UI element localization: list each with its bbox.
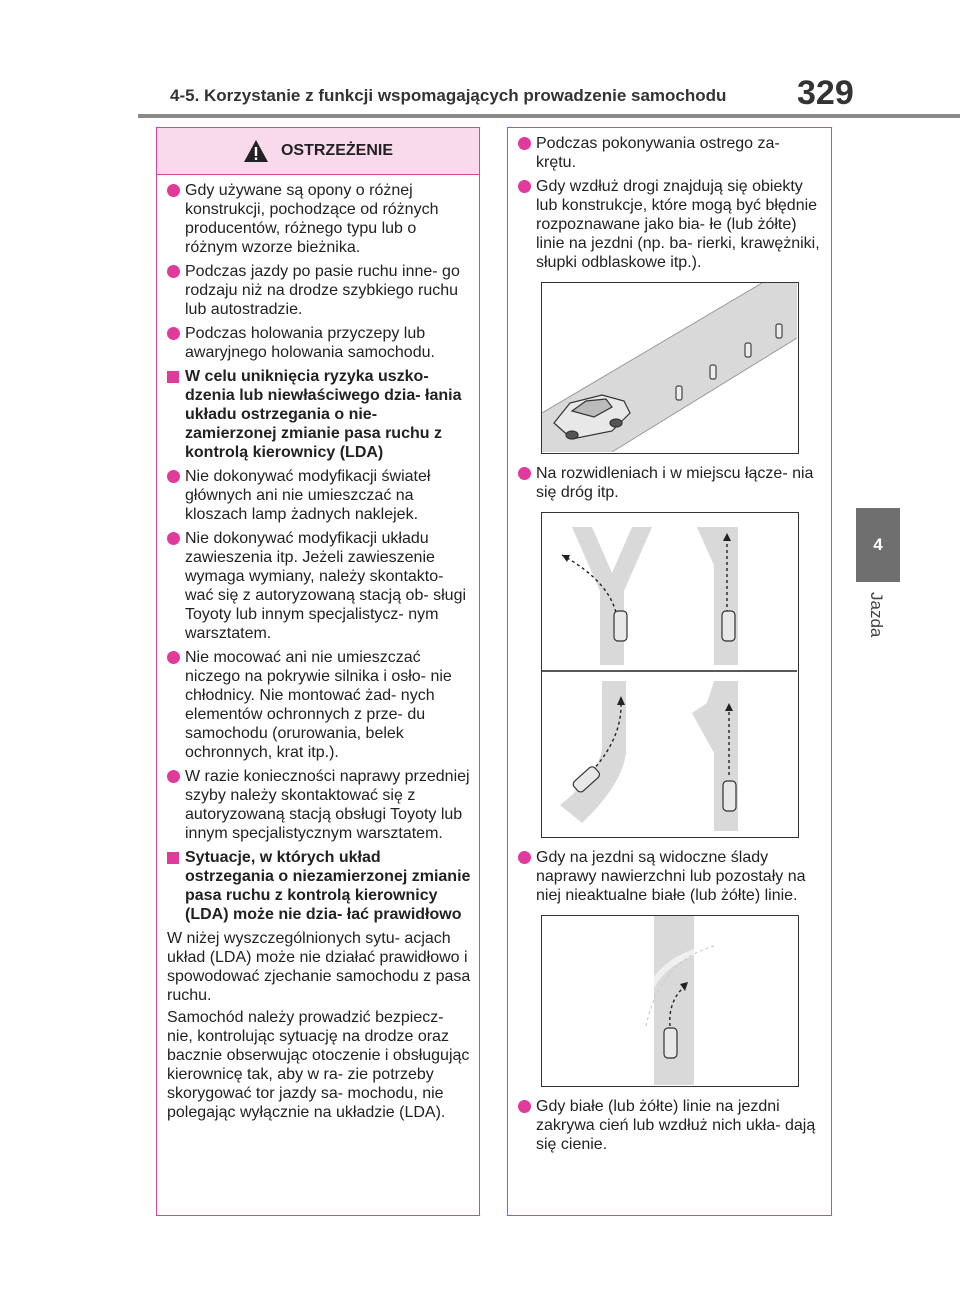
warning-box-continued: [507, 127, 832, 1216]
warning-item: Podczas jazdy po pasie ruchu inne- go rodzaju niż na drodze szybkiego ruchu lub autostradzie.: [167, 262, 471, 319]
warning-item: Nie dokonywać modyfikacji świateł głównych ani nie umieszczać na kloszach lamp żadnych naklejek.: [167, 467, 471, 524]
bullet-dot-icon: [167, 327, 180, 340]
warning-title: OSTRZEŻENIE: [280, 142, 393, 159]
condition-item: Gdy na jezdni są widoczne ślady naprawy nawierzchni lub pozostały na niej nieaktualne białe (lub żółte) linie.: [518, 848, 823, 905]
roadside-posts-illustration: [541, 282, 799, 454]
warning-item: Nie dokonywać modyfikacji układu zawieszenia itp. Jeżeli zawieszenie wymaga wymiany, należy skontakto- wać się z autoryzowaną stacją ob- sługi Toyoty lub innym specjalistycz- nym warsztatem.: [167, 529, 471, 643]
warning-subheading: Sytuacje, w których układ ostrzegania o niezamierzonej zmianie pasa ruchu z kontrolą kierownicy (LDA) może nie dzia- łać prawidłowo: [167, 848, 471, 924]
condition-item: Gdy wzdłuż drogi znajdują się obiekty lub konstrukcje, które mogą być błędnie rozpoznawane jako bia- łe (lub żółte) linie na jezdni (np. ba- rierki, krawężniki, słupki odblaskowe itp.).: [518, 177, 823, 272]
condition-item: Podczas pokonywania ostrego za- krętu.: [518, 134, 823, 172]
car-icon: [723, 781, 736, 811]
warning-paragraph: Samochód należy prowadzić bezpiecz- nie, kontrolując sytuację na drodze oraz bacznie obserwując otoczenie i obsługując kierownicę tak, aby w ra- zie potrzeby skorygować tor jazdy sa- mochodu, nie polegając wyłącznie na układzie (LDA).: [167, 1009, 470, 1121]
bullet-dot-icon: [518, 137, 531, 150]
bullet-dot-icon: [167, 265, 180, 278]
condition-item: Gdy białe (lub żółte) linie na jezdni zakrywa cień lub wzdłuż nich ukła- dają się cienie.: [518, 1097, 823, 1154]
condition-item: Na rozwidleniach i w miejscu łącze- nia się dróg itp.: [518, 464, 823, 502]
bullet-dot-icon: [518, 467, 531, 480]
warning-item: Gdy używane są opony o różnej konstrukcji, pochodzące od różnych producentów, różnego typu lub o różnym wzorze bieżnika.: [167, 181, 471, 257]
bullet-square-icon: [167, 852, 179, 864]
section-title: 4-5. Korzystanie z funkcji wspomagających prowadzenie samochodu: [170, 86, 727, 105]
bullet-dot-icon: [518, 1100, 531, 1113]
bullet-dot-icon: [518, 180, 531, 193]
warning-item: Nie mocować ani nie umieszczać niczego na pokrywie silnika i osło- nie chłodnicy. Nie montować żad- nych elementów ochronnych z prze- du samochodu (orurowania, belek ochronnych, krat itp.).: [167, 648, 471, 762]
road-junction-illustration: [541, 512, 799, 838]
bullet-dot-icon: [167, 470, 180, 483]
warning-paragraph: W niżej wyszczególnionych sytu- acjach układ (LDA) może nie działać prawidłowo i spowodować zjechanie samochodu z pasa ruchu.: [167, 930, 471, 1004]
warning-item: Podczas holowania przyczepy lub awaryjnego holowania samochodu.: [167, 324, 471, 362]
bullet-dot-icon: [167, 532, 180, 545]
warning-icon: [243, 139, 269, 163]
bullet-dot-icon: [518, 851, 531, 864]
chapter-tab[interactable]: 4: [856, 508, 900, 582]
warning-subheading: W celu uniknięcia ryzyka uszko- dzenia lub niewłaściwego dzia- łania układu ostrzegania o nie- zamierzonej zmianie pasa ruchu z kontrolą kierownicy (LDA): [167, 367, 471, 462]
car-icon: [614, 611, 627, 641]
page-number: 329: [797, 74, 854, 112]
car-icon: [722, 611, 735, 641]
warning-item: W razie konieczności naprawy przedniej szyby należy skontaktować się z autoryzowaną stacją obsługi Toyoty lub innym specjalistycznym warsztatem.: [167, 767, 471, 843]
car-icon: [664, 1028, 677, 1058]
warning-box: [156, 127, 480, 1216]
bullet-dot-icon: [167, 184, 180, 197]
bullet-square-icon: [167, 371, 179, 383]
chapter-label: Jazda: [867, 592, 886, 638]
bullet-dot-icon: [167, 651, 180, 664]
header-rule: [138, 114, 960, 118]
old-markings-illustration: [541, 915, 799, 1087]
bullet-dot-icon: [167, 770, 180, 783]
warning-header: [157, 128, 479, 175]
